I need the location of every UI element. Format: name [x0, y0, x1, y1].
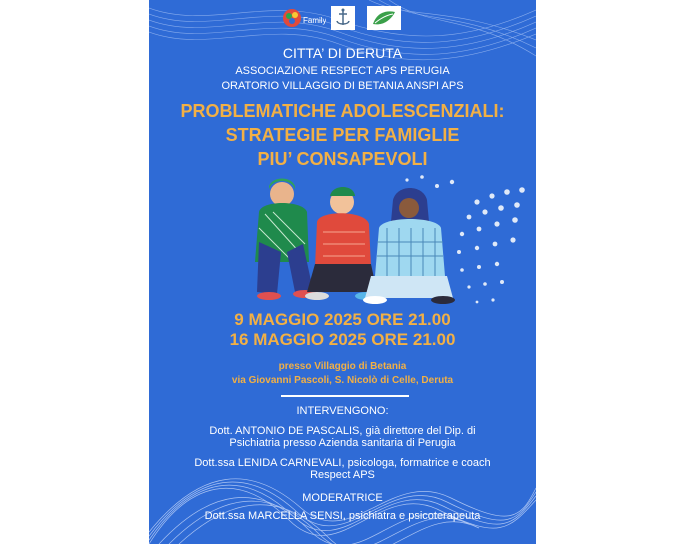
speaker-2-line-1: Dott.ssa LENIDA CARNEVALI, psicologa, formatrice e coach — [194, 457, 491, 469]
event-title-line-1: PROBLEMATICHE ADOLESCENZIALI: — [180, 101, 505, 121]
speakers-heading: INTERVENGONO: — [296, 405, 389, 417]
venue-name: presso Villaggio di Betania — [278, 361, 407, 372]
moderator-name: Dott.ssa MARCELLA SENSI, psichiatra e psicoterapeuta — [204, 510, 481, 522]
separator-line — [281, 395, 409, 397]
family-logo — [282, 6, 326, 30]
speaker-1-line-1: Dott. ANTONIO DE PASCALIS, già direttore del Dip. di — [209, 425, 476, 437]
teen-red-figure — [305, 187, 379, 300]
event-title-line-2: STRATEGIE PER FAMIGLIE — [225, 125, 460, 145]
event-title-line-3: PIU’ CONSAPEVOLI — [257, 149, 428, 169]
teen-hooded-figure — [363, 188, 455, 304]
teen-green-figure — [255, 179, 317, 301]
speaker-2-line-2: Respect APS — [310, 469, 375, 481]
speaker-1-line-2: Psichiatria presso Azienda sanitaria di Perugia — [229, 437, 456, 449]
moderator-heading: MODERATRICE — [302, 492, 383, 504]
teenagers-illustration — [247, 172, 536, 322]
event-date-2: 16 MAGGIO 2025 ORE 21.00 — [229, 330, 456, 349]
organizer-city: CITTA’ DI DERUTA — [282, 45, 403, 61]
logo-bar — [149, 6, 536, 32]
organizer-association: ASSOCIAZIONE RESPECT APS PERUGIA — [235, 65, 450, 77]
event-poster — [149, 0, 536, 544]
venue-address: via Giovanni Pascoli, S. Nicolò di Celle, Deruta — [231, 375, 454, 386]
event-date-1: 9 MAGGIO 2025 ORE 21.00 — [234, 310, 451, 329]
organizer-oratory: ORATORIO VILLAGGIO DI BETANIA ANSPI APS — [221, 80, 464, 92]
family-logo-text: Family — [303, 16, 326, 25]
anchor-logo — [331, 6, 355, 30]
leaf-logo — [367, 6, 401, 30]
